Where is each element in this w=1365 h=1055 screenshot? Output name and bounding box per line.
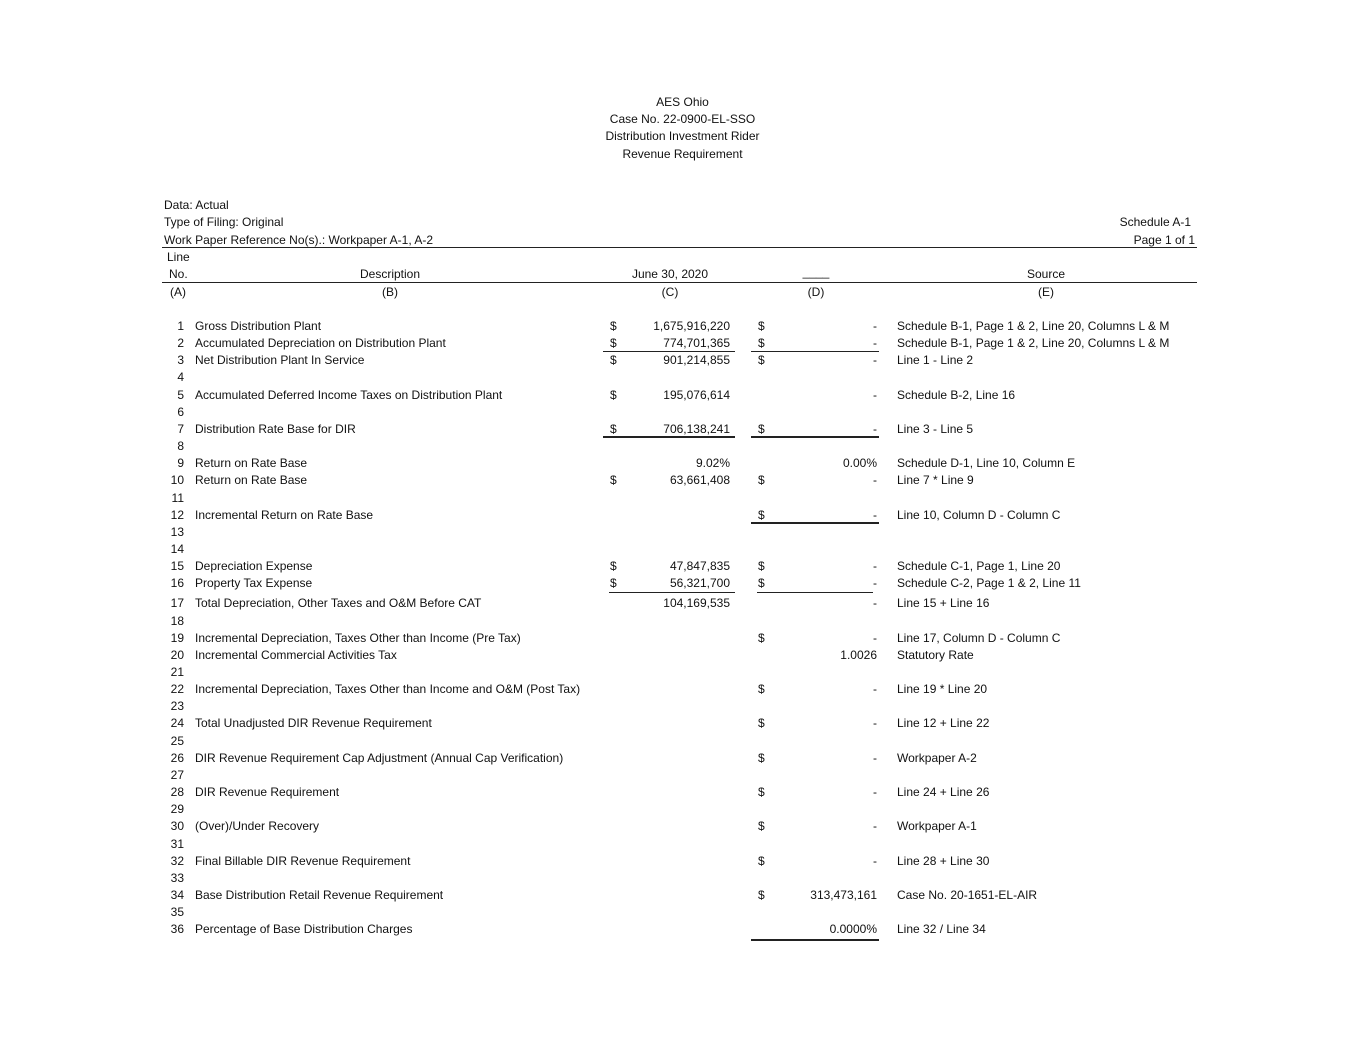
col-d-currency: $ [758, 576, 765, 590]
table-row [0, 439, 1365, 453]
col-c-currency: $ [610, 576, 617, 590]
col-d-value: - [873, 682, 877, 696]
row36-d-double-underline [751, 939, 879, 941]
col-d-value: - [873, 751, 877, 765]
col-d-value: - [873, 576, 877, 590]
col-d-currency: $ [758, 854, 765, 868]
row2-d-underline [751, 351, 879, 352]
col-d-value: 0.0000% [829, 922, 877, 936]
col-d-currency: $ [758, 508, 765, 522]
col-d-letter: (D) [807, 285, 825, 299]
page-number: Page 1 of 1 [1133, 233, 1195, 247]
line-description: Accumulated Depreciation on Distribution Plant [195, 336, 446, 350]
table-row [0, 751, 1365, 765]
line-number: 29 [170, 802, 184, 816]
table-row [0, 785, 1365, 799]
table-row [0, 837, 1365, 851]
line-header-top: Line [167, 250, 190, 264]
table-row [0, 370, 1365, 384]
line-source: Line 3 - Line 5 [897, 422, 974, 436]
col-d-currency: $ [758, 353, 765, 367]
col-d-value: - [873, 473, 877, 487]
table-row [0, 576, 1365, 590]
col-c-currency: $ [610, 388, 617, 402]
col-c-currency: $ [610, 319, 617, 333]
line-source: Case No. 20-1651-EL-AIR [897, 888, 1038, 902]
table-row [0, 734, 1365, 748]
line-number: 35 [170, 905, 184, 919]
col-d-value: - [873, 388, 877, 402]
line-number: 33 [170, 871, 184, 885]
line-number: 9 [177, 456, 184, 470]
line-number: 3 [177, 353, 184, 367]
line-description: DIR Revenue Requirement [195, 785, 340, 799]
table-row [0, 631, 1365, 645]
line-source: Schedule B-2, Line 16 [897, 388, 1016, 402]
col-c-currency: $ [610, 422, 617, 436]
table-row [0, 525, 1365, 539]
col-c-value: 104,169,535 [663, 596, 730, 610]
line-number: 26 [170, 751, 184, 765]
line-number: 31 [170, 837, 184, 851]
line-number: 28 [170, 785, 184, 799]
table-row [0, 559, 1365, 573]
table-row [0, 422, 1365, 436]
col-c-header: June 30, 2020 [631, 267, 709, 281]
line-description: Incremental Depreciation, Taxes Other than Income and O&M (Post Tax) [195, 682, 581, 696]
table-row [0, 888, 1365, 902]
col-c-value: 47,847,835 [669, 559, 730, 573]
col-d-value: - [873, 819, 877, 833]
line-number: 4 [177, 370, 184, 384]
line-number: 36 [170, 922, 184, 936]
col-d-currency: $ [758, 473, 765, 487]
line-description: Base Distribution Retail Revenue Requirement [195, 888, 444, 902]
line-source: Line 17, Column D - Column C [897, 631, 1061, 645]
table-row [0, 508, 1365, 522]
filing-type: Type of Filing: Original [164, 215, 284, 229]
line-description: Depreciation Expense [195, 559, 313, 573]
col-d-currency: $ [758, 751, 765, 765]
table-row [0, 871, 1365, 885]
table-row [0, 922, 1365, 936]
table-row [0, 614, 1365, 628]
col-c-value: 63,661,408 [669, 473, 730, 487]
line-source: Line 19 * Line 20 [897, 682, 988, 696]
col-c-value: 195,076,614 [663, 388, 730, 402]
table-row [0, 768, 1365, 782]
col-d-currency: $ [758, 819, 765, 833]
col-c-value: 56,321,700 [669, 576, 730, 590]
table-row [0, 854, 1365, 868]
col-d-value: - [873, 631, 877, 645]
table-row [0, 353, 1365, 367]
line-description: Return on Rate Base [195, 456, 308, 470]
col-c-currency: $ [610, 473, 617, 487]
rider-name: Distribution Investment Rider [605, 129, 760, 143]
line-number: 19 [170, 631, 184, 645]
col-c-currency: $ [610, 353, 617, 367]
line-description: Incremental Depreciation, Taxes Other than Income (Pre Tax) [195, 631, 521, 645]
line-source: Line 7 * Line 9 [897, 473, 974, 487]
workpaper-reference: Work Paper Reference No(s).: Workpaper A-1, A-2 [164, 233, 433, 247]
col-a-letter: (A) [170, 285, 186, 299]
table-row [0, 473, 1365, 487]
col-c-value: 774,701,365 [663, 336, 730, 350]
col-c-value: 1,675,916,220 [653, 319, 730, 333]
line-description: Property Tax Expense [195, 576, 313, 590]
col-c-value: 9.02% [695, 456, 730, 470]
line-number: 2 [177, 336, 184, 350]
table-row [0, 319, 1365, 333]
description-header: Description [359, 267, 421, 281]
line-number: 25 [170, 734, 184, 748]
col-d-value: - [873, 422, 877, 436]
col-d-currency: $ [758, 716, 765, 730]
line-number: 7 [177, 422, 184, 436]
col-d-value: - [873, 785, 877, 799]
col-d-value: - [873, 854, 877, 868]
table-row [0, 665, 1365, 679]
line-number: 5 [177, 388, 184, 402]
table-row [0, 716, 1365, 730]
line-source: Line 32 / Line 34 [897, 922, 986, 936]
line-description: Accumulated Deferred Income Taxes on Distribution Plant [195, 388, 503, 402]
table-row [0, 905, 1365, 919]
col-d-value: - [873, 596, 877, 610]
row12-d-double-underline [751, 522, 879, 524]
line-source: Schedule C-1, Page 1, Line 20 [897, 559, 1061, 573]
col-d-value: 1.0026 [840, 648, 877, 662]
line-description: Percentage of Base Distribution Charges [195, 922, 413, 936]
line-number: 21 [170, 665, 184, 679]
line-description: (Over)/Under Recovery [195, 819, 320, 833]
line-number: 27 [170, 768, 184, 782]
line-description: Distribution Rate Base for DIR [195, 422, 356, 436]
line-source: Line 12 + Line 22 [897, 716, 990, 730]
line-number: 24 [170, 716, 184, 730]
table-row [0, 542, 1365, 556]
table-row [0, 336, 1365, 350]
line-description: Return on Rate Base [195, 473, 308, 487]
line-number: 16 [170, 576, 184, 590]
line-source: Line 24 + Line 26 [897, 785, 990, 799]
line-number: 12 [170, 508, 184, 522]
source-header: Source [1026, 267, 1066, 281]
line-description: DIR Revenue Requirement Cap Adjustment (Annual Cap Verification) [195, 751, 564, 765]
table-row [0, 596, 1365, 610]
table-row [0, 682, 1365, 696]
line-number: 10 [170, 473, 184, 487]
line-number: 6 [177, 405, 184, 419]
line-source: Line 1 - Line 2 [897, 353, 974, 367]
line-source: Schedule B-1, Page 1 & 2, Line 20, Columns L & M [897, 336, 1170, 350]
line-number: 13 [170, 525, 184, 539]
document-title: Revenue Requirement [622, 147, 743, 161]
row2-c-underline [603, 351, 735, 352]
line-number: 30 [170, 819, 184, 833]
line-number: 14 [170, 542, 184, 556]
line-description: Incremental Return on Rate Base [195, 508, 374, 522]
line-source: Schedule C-2, Page 1 & 2, Line 11 [897, 576, 1081, 590]
line-number: 1 [177, 319, 184, 333]
line-description: Total Depreciation, Other Taxes and O&M Before CAT [195, 596, 482, 610]
line-no-header: No. [169, 267, 188, 281]
line-number: 18 [170, 614, 184, 628]
col-d-value: 0.00% [842, 456, 877, 470]
line-number: 20 [170, 648, 184, 662]
line-number: 22 [170, 682, 184, 696]
col-b-letter: (B) [382, 285, 398, 299]
col-d-value: - [873, 716, 877, 730]
company-name: AES Ohio [656, 95, 709, 109]
line-number: 11 [171, 491, 184, 505]
col-d-value: - [873, 508, 877, 522]
data-type: Data: Actual [164, 198, 229, 212]
table-row [0, 456, 1365, 470]
line-number: 23 [170, 699, 184, 713]
line-source: Line 15 + Line 16 [897, 596, 990, 610]
table-row [0, 388, 1365, 402]
col-d-header: ____ [802, 265, 830, 279]
col-d-currency: $ [758, 631, 765, 645]
line-number: 32 [170, 854, 184, 868]
line-number: 34 [170, 888, 184, 902]
row7-c-double-underline [603, 436, 735, 438]
col-d-currency: $ [758, 422, 765, 436]
row7-d-double-underline [751, 436, 879, 438]
col-c-value: 901,214,855 [663, 353, 730, 367]
col-d-currency: $ [758, 682, 765, 696]
col-d-value: - [873, 559, 877, 573]
col-e-letter: (E) [1038, 285, 1054, 299]
table-row [0, 648, 1365, 662]
col-c-letter: (C) [661, 285, 679, 299]
table-row [0, 405, 1365, 419]
table-row [0, 491, 1365, 505]
line-source: Line 10, Column D - Column C [897, 508, 1061, 522]
col-d-currency: $ [758, 319, 765, 333]
col-d-currency: $ [758, 888, 765, 902]
line-source: Schedule D-1, Line 10, Column E [897, 456, 1076, 470]
col-d-value: - [873, 353, 877, 367]
line-source: Line 28 + Line 30 [897, 854, 990, 868]
col-d-currency: $ [758, 336, 765, 350]
line-number: 8 [177, 439, 184, 453]
col-d-value: - [873, 336, 877, 350]
col-d-value: - [873, 319, 877, 333]
line-number: 15 [170, 559, 184, 573]
row16-d-underline [757, 592, 873, 593]
line-source: Schedule B-1, Page 1 & 2, Line 20, Columns L & M [897, 319, 1170, 333]
col-d-currency: $ [758, 785, 765, 799]
col-d-value: 313,473,161 [810, 888, 877, 902]
line-source: Statutory Rate [897, 648, 974, 662]
col-c-currency: $ [610, 559, 617, 573]
line-description: Final Billable DIR Revenue Requirement [195, 854, 411, 868]
line-description: Total Unadjusted DIR Revenue Requirement [195, 716, 432, 730]
table-row [0, 699, 1365, 713]
col-d-currency: $ [758, 559, 765, 573]
col-c-value: 706,138,241 [663, 422, 730, 436]
case-number: Case No. 22-0900-EL-SSO [609, 112, 756, 126]
table-row [0, 802, 1365, 816]
table-row [0, 819, 1365, 833]
row16-c-underline [609, 592, 735, 593]
schedule-label: Schedule A-1 [1119, 215, 1191, 229]
line-description: Net Distribution Plant In Service [195, 353, 365, 367]
line-source: Workpaper A-2 [897, 751, 977, 765]
line-number: 17 [170, 596, 184, 610]
line-source: Workpaper A-1 [897, 819, 977, 833]
line-description: Gross Distribution Plant [195, 319, 322, 333]
line-description: Incremental Commercial Activities Tax [195, 648, 397, 662]
col-c-currency: $ [610, 336, 617, 350]
